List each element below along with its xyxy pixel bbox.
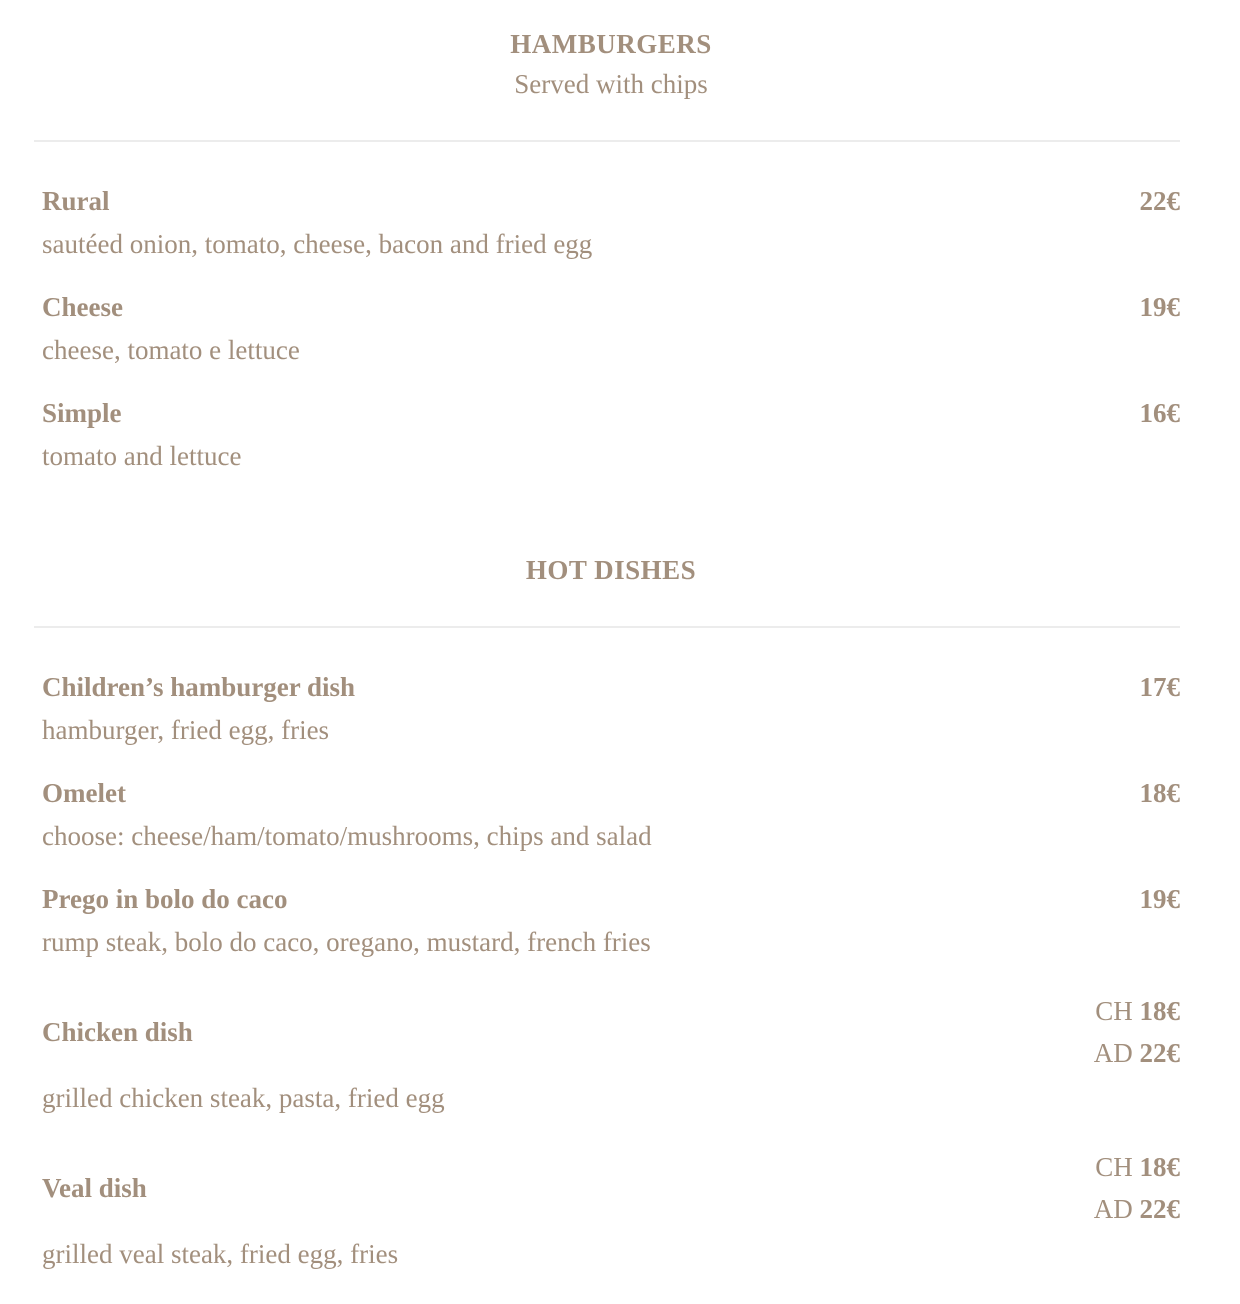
section-divider: [34, 626, 1180, 628]
item-price: 22€: [1139, 186, 1180, 216]
price-line-child: [1094, 990, 1180, 1032]
price-value: 18€: [1139, 1152, 1180, 1182]
menu-section-hamburgers: [42, 24, 1180, 472]
price-label: AD: [1093, 1038, 1133, 1068]
item-row: [42, 778, 1180, 809]
menu-section-hot-dishes: [42, 550, 1180, 1270]
item-row: [42, 398, 1180, 429]
price-line-adult: [1094, 1032, 1180, 1074]
item-name: Rural: [42, 186, 110, 216]
item-description: tomato and lettuce: [42, 441, 242, 471]
menu-item-childrens-hamburger: [42, 672, 1180, 746]
item-price: 19€: [1139, 884, 1180, 914]
item-description: rump steak, bolo do caco, oregano, mustard, french fries: [42, 927, 651, 957]
price-label: CH: [1095, 996, 1133, 1026]
item-price: 19€: [1139, 292, 1180, 322]
section-divider: [34, 140, 1180, 142]
item-name: Cheese: [42, 292, 123, 322]
item-name: Chicken dish: [42, 1016, 193, 1047]
item-name: Children’s hamburger dish: [42, 672, 356, 702]
item-description: cheese, tomato e lettuce: [42, 335, 300, 365]
price-value: 22€: [1139, 1194, 1180, 1224]
menu-item-rural: [42, 186, 1180, 260]
item-price-block: [1094, 1146, 1180, 1230]
section-title: HOT DISHES: [525, 555, 697, 585]
section-subtitle: Served with chips: [514, 69, 708, 99]
item-price-block: [1094, 990, 1180, 1074]
price-line-adult: [1094, 1188, 1180, 1230]
item-row: [42, 186, 1180, 217]
item-row: [42, 990, 1180, 1074]
item-description: sautéed onion, tomato, cheese, bacon and fried egg: [42, 229, 593, 259]
item-price: 17€: [1139, 672, 1180, 702]
price-label: AD: [1093, 1194, 1133, 1224]
price-label: CH: [1095, 1152, 1133, 1182]
item-row: [42, 1146, 1180, 1230]
price-value: 18€: [1139, 996, 1180, 1026]
item-description: hamburger, fried egg, fries: [42, 715, 330, 745]
menu-item-chicken-dish: [42, 990, 1180, 1114]
item-name: Simple: [42, 398, 122, 428]
item-row: [42, 884, 1180, 915]
price-value: 22€: [1139, 1038, 1180, 1068]
item-row: [42, 672, 1180, 703]
item-row: [42, 292, 1180, 323]
item-name: Omelet: [42, 778, 126, 808]
item-description: grilled veal steak, fried egg, fries: [42, 1239, 399, 1269]
menu-item-omelet: [42, 778, 1180, 852]
item-name: Prego in bolo do caco: [42, 884, 288, 914]
section-items: [42, 672, 1180, 1270]
menu-item-veal-dish: [42, 1146, 1180, 1270]
menu-item-simple: [42, 398, 1180, 472]
price-line-child: [1094, 1146, 1180, 1188]
item-price: 18€: [1139, 778, 1180, 808]
menu-item-prego: [42, 884, 1180, 958]
section-title: HAMBURGERS: [510, 29, 712, 59]
item-price: 16€: [1139, 398, 1180, 428]
section-items: [42, 186, 1180, 472]
section-header: [42, 550, 1180, 590]
item-name: Veal dish: [42, 1172, 147, 1203]
item-description: grilled chicken steak, pasta, fried egg: [42, 1083, 445, 1113]
menu-item-cheese: [42, 292, 1180, 366]
section-header: [42, 24, 1180, 104]
item-description: choose: cheese/ham/tomato/mushrooms, chips and salad: [42, 821, 652, 851]
